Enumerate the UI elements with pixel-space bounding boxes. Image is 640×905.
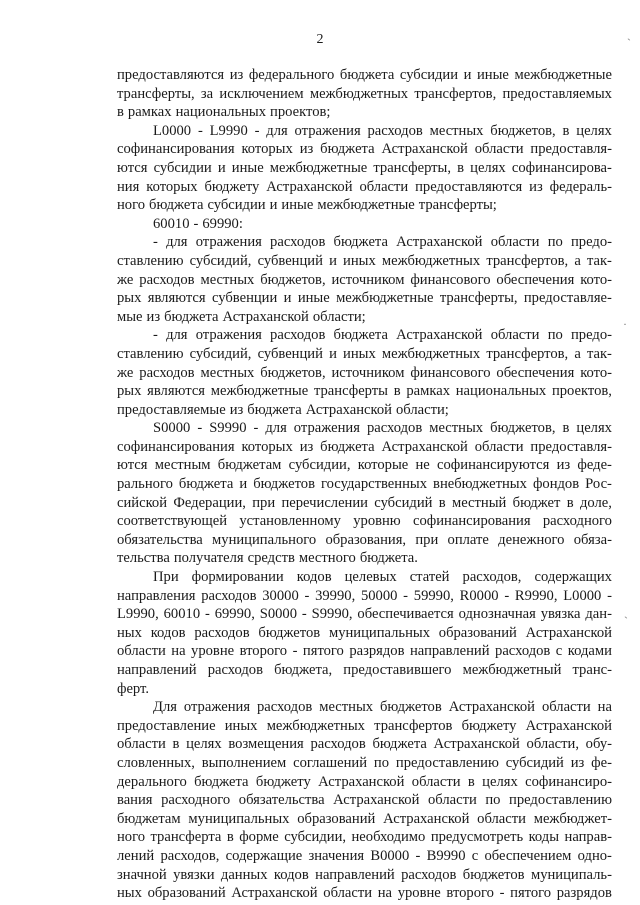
text-line: ных образований Астраханской области на уровне второго - пятого разрядов — [117, 885, 612, 902]
text-line: бюджетам муниципальных образований Астраханской области межбюджет- — [117, 810, 612, 827]
text-line: ставлению субсидий, субвенций и иных межбюджетных трансфертов, а так- — [117, 252, 612, 269]
text-line: рых являются межбюджетные трансферты в рамках национальных проектов, — [117, 383, 612, 400]
text-line: L0000 - L9990 - для отражения расходов местных бюджетов, в целях — [153, 122, 612, 139]
page-number: 2 — [316, 32, 324, 47]
text-line: соответствующей установленному уровню софинансирования расходного — [117, 513, 612, 530]
text-line: дерального бюджета бюджету Астраханской области в целях софинансиро- — [117, 773, 612, 790]
text-line: области в целях возмещения расходов бюджета Астраханской области, обу- — [117, 736, 612, 753]
text-line: словленных, выполнением соглашений по предоставлению субсидий из фе- — [117, 754, 612, 771]
text-line: направлений расходов бюджета, предоставившего межбюджетный транс- — [117, 662, 612, 678]
text-line: Для отражения расходов местных бюджетов Астраханской области на — [153, 699, 612, 716]
text-line: ферт. — [117, 680, 149, 697]
scan-mark: ˏ — [624, 605, 628, 619]
text-line: ного трансферта в форме субсидии, необходимо предусмотреть коды направ- — [117, 829, 612, 846]
text-line: обязательства муниципального образования, при оплате денежного обяза- — [117, 531, 612, 548]
text-line: 60010 - 69990: — [153, 215, 243, 232]
text-line: лений расходов, содержащие значения В0000 - В9990 с обеспечением одно- — [117, 847, 612, 864]
text-line: тельства получателя средств местного бюджета. — [117, 550, 418, 567]
text-line: предоставляются из федерального бюджета субсидии и иные межбюджетные — [117, 67, 612, 83]
text-line: трансферты, за исключением межбюджетных трансфертов, предоставляемых — [117, 85, 612, 102]
text-line: значной увязки данных кодов направлений расходов бюджетов муниципаль- — [117, 866, 612, 883]
text-line: - для отражения расходов бюджета Астраханской области по предо- — [153, 234, 612, 251]
text-line: ставлению субсидий, субвенций и иных межбюджетных трансфертов, а так- — [117, 345, 612, 362]
text-line: ных кодов расходов бюджетов муниципальных образований Астраханской — [117, 624, 612, 641]
text-line: предоставление иных межбюджетных трансфертов бюджету Астраханской — [117, 717, 612, 734]
text-line: рального бюджета и бюджетов государственных внебюджетных фондов Рос- — [117, 476, 612, 493]
text-line: в рамках национальных проектов; — [117, 104, 331, 121]
text-line: предоставляемые из бюджета Астраханской области; — [117, 401, 449, 418]
text-line: S0000 - S9990 - для отражения расходов местных бюджетов, в целях — [153, 420, 612, 437]
text-line: мые из бюджета Астраханской области; — [117, 308, 366, 325]
scan-mark: · — [623, 317, 627, 331]
text-line: софинансирования которых из бюджета Астраханской области предоставля- — [117, 438, 612, 455]
text-line: ния которых бюджету Астраханской области предоставляются из федераль- — [117, 178, 612, 195]
text-line: же расходов местных бюджетов, источником финансового обеспечения кото- — [117, 364, 612, 381]
document-body — [117, 66, 612, 903]
text-line: рых являются субвенции и иные межбюджетные трансферты, предоставляе- — [117, 290, 612, 307]
text-line: области на уровне второго - пятого разрядов направлений расходов с кодами — [117, 643, 612, 660]
text-line: сийской Федерации, при перечислении субсидий в местный бюджет в доле, — [117, 494, 612, 511]
text-line: ного бюджета субсидии и иные межбюджетные трансферты; — [117, 197, 497, 214]
text-line: При формировании кодов целевых статей расходов, содержащих — [153, 569, 612, 586]
text-line: направления расходов 30000 - 39990, 50000 - 59990, R0000 - R9990, L0000 - — [117, 587, 612, 604]
text-line: L9990, 60010 - 69990, S0000 - S9990, обеспечивается однозначная увязка дан- — [117, 606, 612, 623]
text-line: же расходов местных бюджетов, источником финансового обеспечения кото- — [117, 271, 612, 288]
text-line: - для отражения расходов бюджета Астраханской области по предо- — [153, 327, 612, 344]
text-line: вания расходного обязательства Астраханской области по предоставлению — [117, 792, 612, 809]
text-line: софинансирования которых из бюджета Астраханской области предоставля- — [117, 141, 612, 158]
text-line: ются местным бюджетам субсидии, которые не софинансируются из феде- — [117, 457, 612, 474]
text-line: ются субсидии и иные межбюджетные трансферты, в целях софинансирова- — [117, 159, 612, 176]
scan-mark: ˎ — [627, 27, 631, 41]
